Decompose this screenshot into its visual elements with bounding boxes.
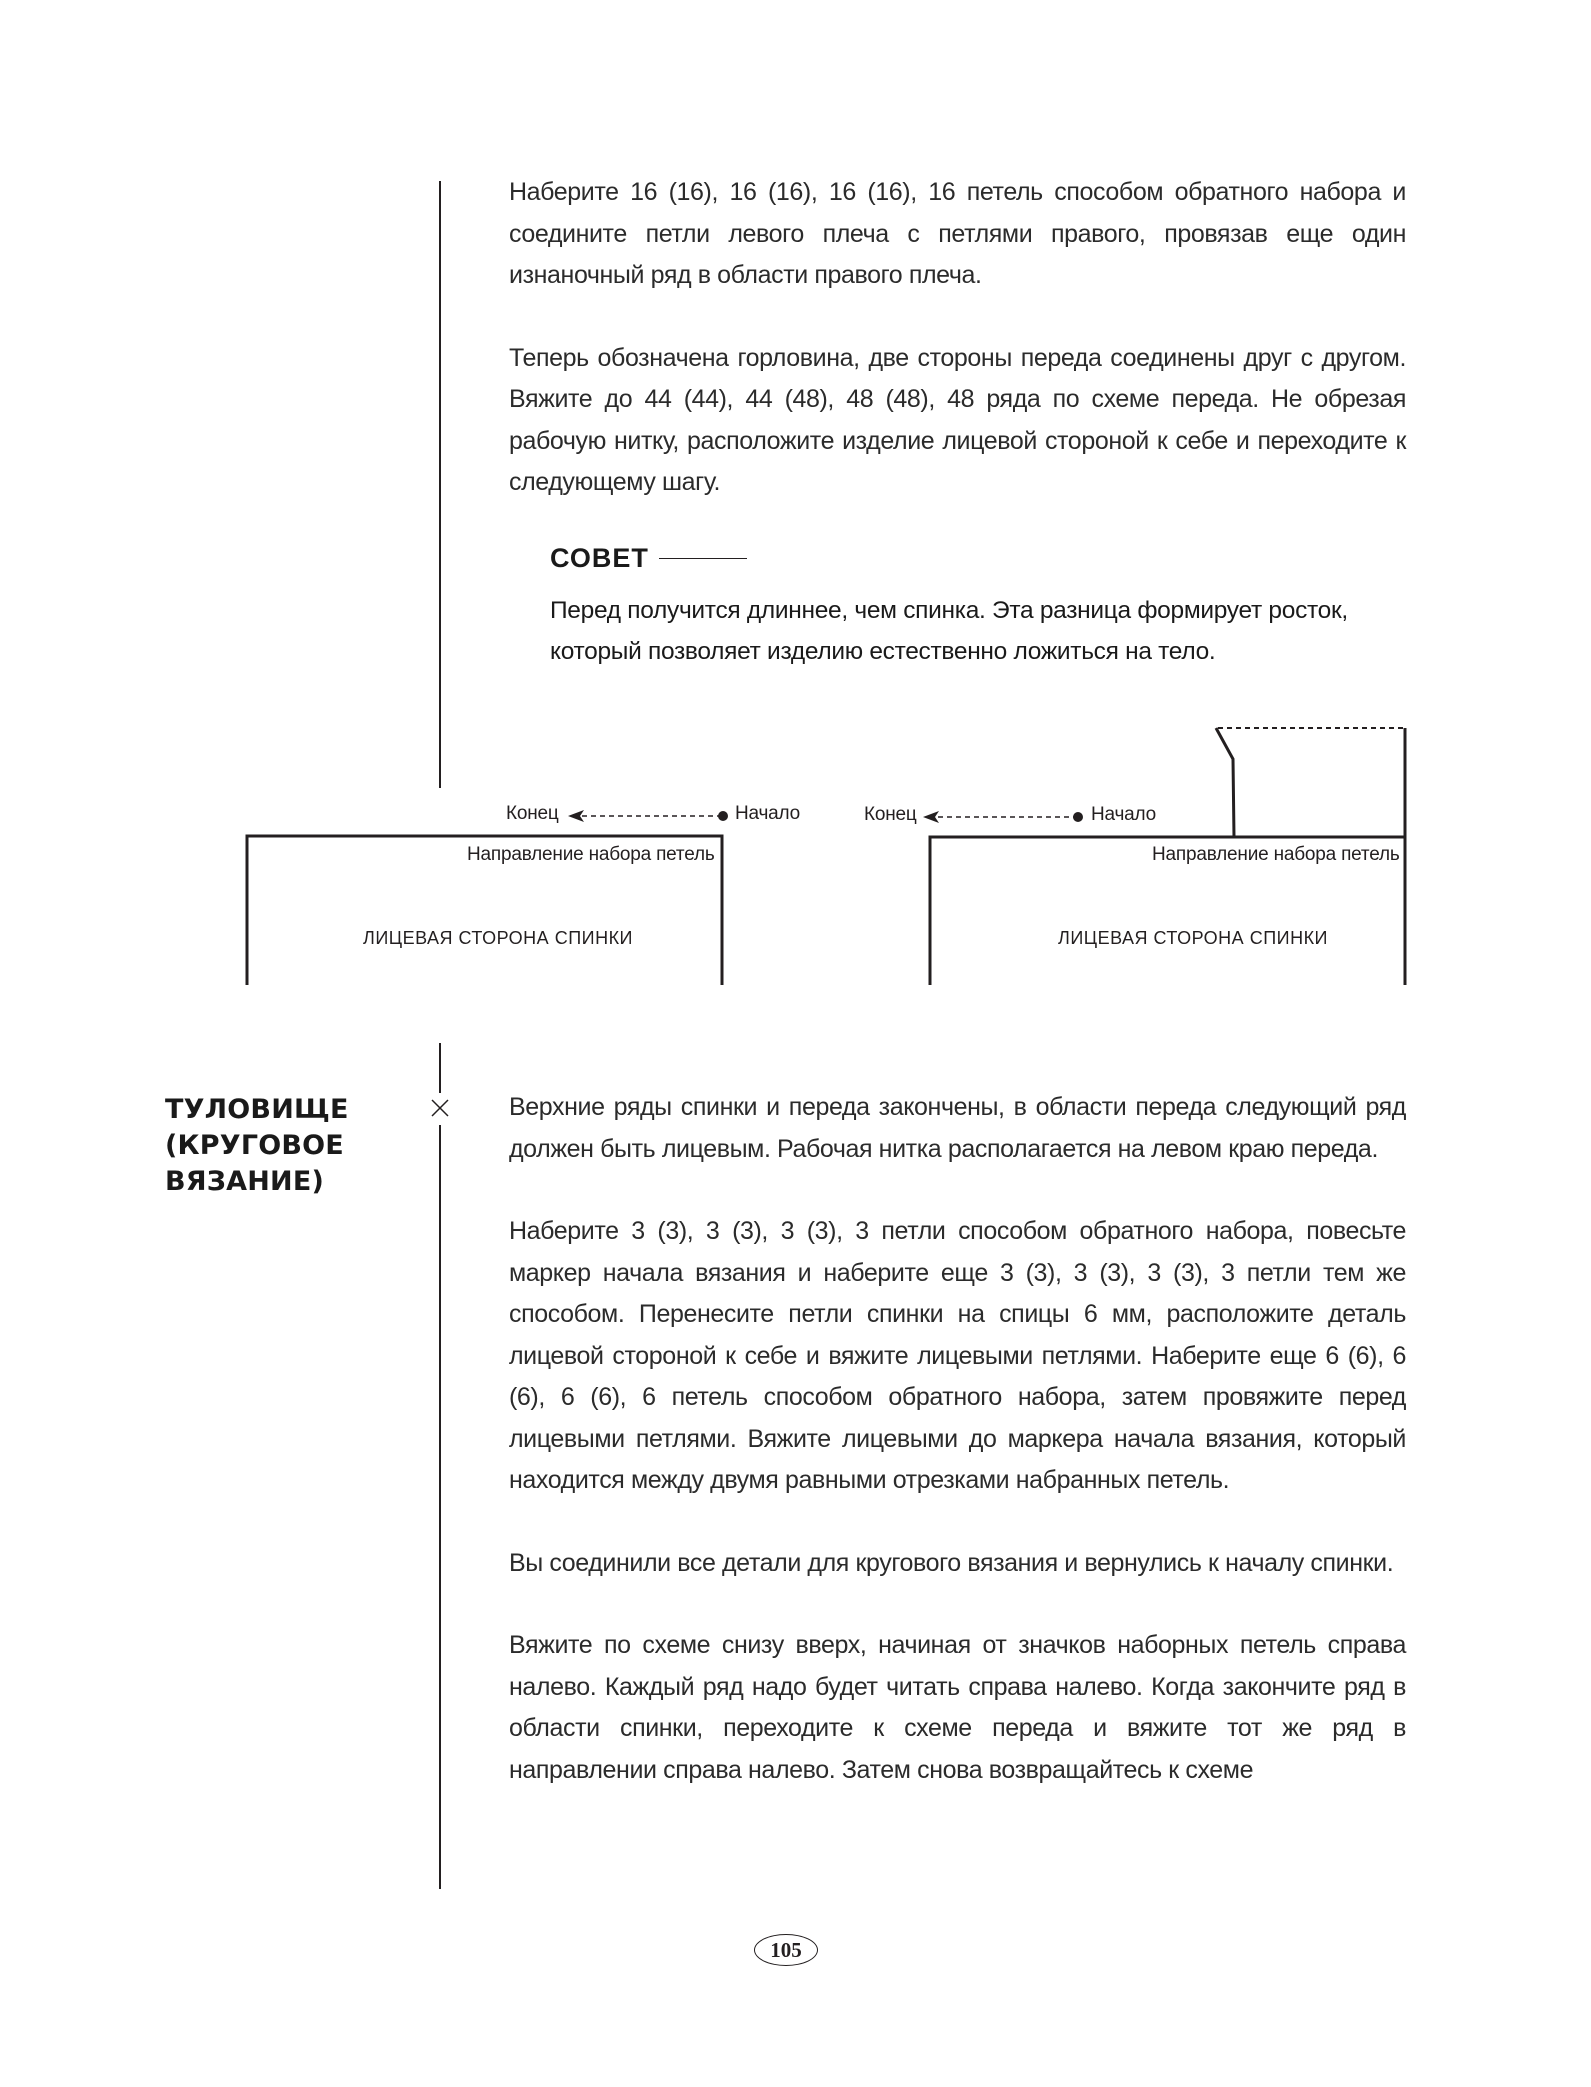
paragraph-joined-round: Вы соединили все детали для кругового вязания и вернулись к началу спинки. xyxy=(509,1548,1394,1577)
page-number-value: 105 xyxy=(770,1937,802,1962)
diagram1-direction-label: Направление набора петель xyxy=(467,844,715,865)
cross-icon xyxy=(430,1098,450,1118)
paragraph-cast-on-marker: Наберите 3 (3), 3 (3), 3 (3), 3 петли способом обратного набора, повесьте маркер начала вязания и наберите еще 3 (3), 3 (3), 3 (3), 3 петли тем же способом. Перенесите петли спинки на спицы 6 мм, расположите деталь лицевой стороной к себе и вяжите лицевыми петлями. Наберите еще 6 (6), 6 (6), 6 (6), 6 петель способом обратного набора, затем провяжите перед лицевыми петлями. Вяжите лицевыми до маркера начала вязания, который находится между двумя равными отрезками набранных петель. xyxy=(509,1217,1406,1494)
paragraph-chart-reading: Вяжите по схеме снизу вверх, начиная от значков наборных петель справа налево. Каждый ряд надо будет читать справа налево. Когда закончите ряд в области спинки, переходите к схеме переда и вяжите тот же ряд в направлении справа налево. Затем снова возвращайтесь к схеме xyxy=(509,1631,1406,1784)
arrow-left-icon xyxy=(923,811,939,823)
page-number xyxy=(754,1934,818,1966)
top-text-block xyxy=(509,172,1406,504)
section-title xyxy=(165,1092,349,1200)
diagram2-end-label: Конец xyxy=(864,804,917,825)
diagram1-piece-label: ЛИЦЕВАЯ СТОРОНА СПИНКИ xyxy=(363,928,633,948)
diagram2-piece-label: ЛИЦЕВАЯ СТОРОНА СПИНКИ xyxy=(1058,928,1328,948)
diagram1-start-label: Начало xyxy=(735,803,801,824)
diagram2-direction-label: Направление набора петель xyxy=(1152,844,1400,865)
arrow-left-icon xyxy=(568,810,584,822)
section-title-line-3: ВЯЗАНИЕ) xyxy=(165,1166,325,1197)
diagram-back-only xyxy=(247,810,728,985)
start-dot-icon xyxy=(718,811,728,821)
tip-text: Перед получится длиннее, чем спинка. Эта разница формирует росток, который позволяет изделию естественно ложиться на тело. xyxy=(550,597,1348,665)
section-title-line-2: (КРУГОВОЕ xyxy=(165,1130,344,1161)
tip-title: СОВЕТ xyxy=(550,543,649,573)
margin-rule-bottom-lower xyxy=(439,1125,441,1889)
paragraph-top-rows-finished: Верхние ряды спинки и переда закончены, в области переда следующий ряд должен быть лицевым. Рабочая нитка располагается на левом краю переда. xyxy=(509,1093,1406,1163)
margin-rule-bottom-upper xyxy=(439,1043,441,1093)
diagram1-end-label: Конец xyxy=(506,803,559,824)
margin-rule-top xyxy=(439,181,441,788)
diagram2-start-label: Начало xyxy=(1091,804,1157,825)
section-title-line-1: ТУЛОВИЩЕ xyxy=(165,1094,349,1125)
paragraph-neckline: Теперь обозначена горловина, две стороны переда соединены друг с другом. Вяжите до 44 (44), 44 (48), 48 (48), 48 ряда по схеме переда. Не обрезая рабочую нитку, расположите изделие лицевой стороной к себе и переходите к следующему шагу. xyxy=(509,343,1406,496)
tip-heading xyxy=(550,543,747,574)
section-text-block xyxy=(509,1087,1406,1791)
tip-title-dash xyxy=(659,558,747,560)
paragraph-cast-on-shoulders: Наберите 16 (16), 16 (16), 16 (16), 16 петель способом обратного набора и соедините петли левого плеча с петлями правого, провязав еще один изнаночный ряд в области правого плеча. xyxy=(509,178,1406,289)
start-dot-icon xyxy=(1073,812,1083,822)
